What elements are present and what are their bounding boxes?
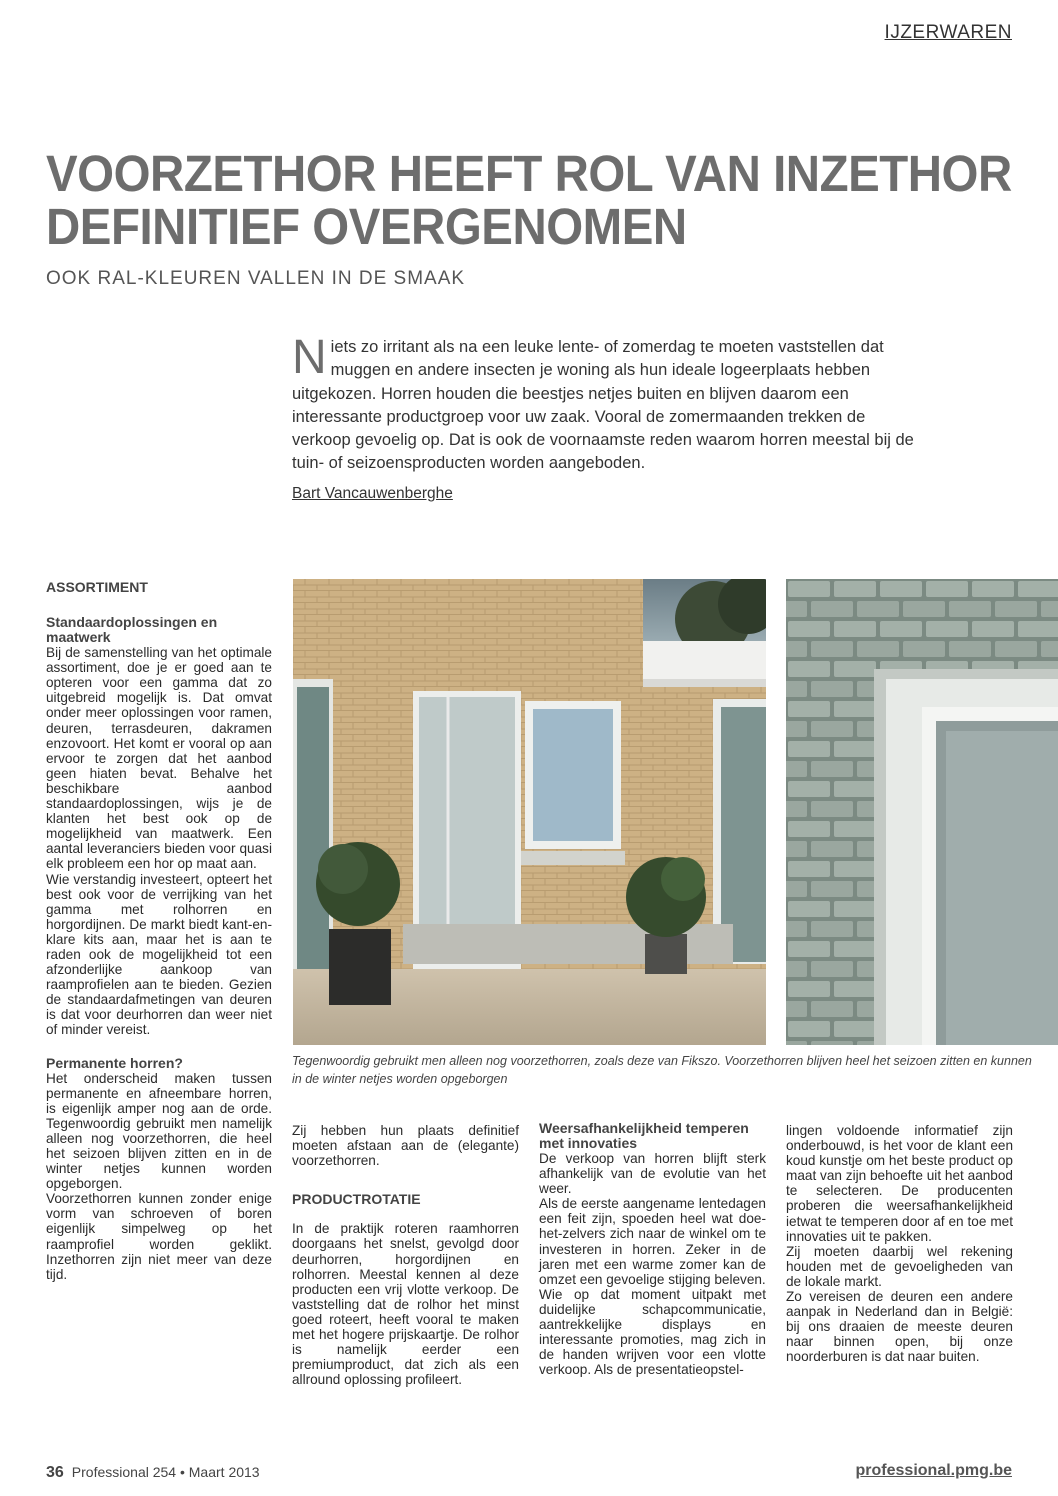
page-number: 36 (46, 1464, 64, 1481)
headline-line-2: DEFINITIEF OVERGENOMEN (46, 198, 687, 255)
paragraph: Zij hebben hun plaats definitief moeten afstaan aan de (elegante) voorzethorren. (292, 1123, 519, 1169)
paragraph: Voorzethorren kunnen zonder enige vorm van schroeven of boren eigenlijk simpelweg op het raamprofiel worden geklikt. Inzethorren zijn niet meer van deze tijd. (46, 1191, 272, 1282)
paragraph: De verkoop van horren blijft sterk afhankelijk van de evolutie van het weer. (539, 1151, 766, 1197)
paragraph: Bij de samenstelling van het optimale assortiment, doe je er goed aan te opteren voor een gamma dat zo uitgebreid mogelijk is. Dat omvat onder meer oplossingen voor ramen, deuren, terrasdeuren, dakramen enzovoort. Het komt er vooral op aan ervoor te zorgen dat het aanbod geen hiaten bevat. Behalve het beschikbare aanbod standaardoplossingen, wijs je de klanten het best ook op de mogelijkheid van maatwerk. Een aantal leveranciers bieden voor quasi elk probleem een hor op maat aan. (46, 645, 272, 872)
column-1 (46, 580, 272, 1282)
footer-folio (46, 1464, 260, 1482)
headline-line-1: VOORZETHOR HEEFT ROL VAN INZETHOR (46, 145, 1012, 202)
section-heading-productrotatie: PRODUCTROTATIE (292, 1191, 421, 1208)
subheading-weersafhankelijkheid: Weersafhankelijkheid temperen met innovaties (539, 1120, 749, 1151)
paragraph: Zo vereisen de deuren een andere aanpak in Nederland dan in België: bij ons draaien de meeste deuren naar binnen open, bij onze noorderburen is dat naar buiten. (786, 1289, 1013, 1365)
photo-caption: Tegenwoordig gebruikt men alleen nog voorzethorren, zoals deze van Fikszo. Voorzethorren blijven heel het seizoen zitten en kunnen in de winter netjes worden opgeborgen (292, 1054, 1032, 1086)
subheading-standaardoplossingen: Standaardoplossingen en maatwerk (46, 614, 218, 646)
paragraph: In de praktijk roteren raamhorren doorgaans het snelst, gevolgd door deurhorren, horgordijnen en rolhorren. Meestal kennen al deze producten een vrij vlotte verkoop. De vaststelling dat de rolhor het minst goed roteert, heeft vooral te maken met het hogere prijskaartje. De rolhor is namelijk eerder een premiumproduct, dat zich als een allround oplossing profileert. (292, 1221, 519, 1388)
intro-text: iets zo irritant als na een leuke lente- of zomerdag te moeten vaststellen dat muggen en andere insecten je woning als hun ideale logeerplaats hebben uitgekozen. Horren houden die beestjes netjes buiten en blijven daarom een interessante productgroep voor uw zaak. Vooral de zomermaanden trekken de verkoop gevoelig op. Dat is ook de voornaamste reden waarom horren meestal bij de tuin- of seizoensproducten worden aangeboden. (292, 338, 914, 473)
author-byline[interactable]: Bart Vancauwenberghe (292, 485, 453, 502)
column-4 (786, 1123, 1013, 1365)
paragraph: Wie verstandig investeert, opteert het best ook voor de verrijking van het gamma met rolhorren en horgordijnen. De markt biedt kant-en-klare kits aan, maar het is aan te raden ook de mogelijkheid tot een afzonderlijke aankoop van raamprofielen aan te bieden. Gezien de standaardafmetingen van deuren is dat voor deurhorren dan weer niet of minder vereist. (46, 871, 272, 1038)
paragraph: Zij moeten daarbij wel rekening houden met de gevoeligheden van de lokale markt. (786, 1243, 1013, 1289)
subheadline: OOK RAL-KLEUREN VALLEN IN DE SMAAK (46, 268, 466, 289)
paragraph: Het onderscheid maken tussen permanente en afneembare horren, is eigenlijk amper nog aan de orde. Tegenwoordig gebruikt men namelijk alleen nog voorzethorren, die heel het seizoen blijven zitten en in de winter netjes kunnen worden opgeborgen. (46, 1070, 272, 1192)
house-facade-photo (293, 579, 766, 1045)
column-2 (292, 1123, 519, 1387)
paragraph: Wie op dat moment uitpakt met duidelijke schapcommunicatie, aantrekkelijke displays en interessante promoties, mag zich in de handen wrijven voor een vlotte verkoop. Als de presentatieopstel- (539, 1286, 766, 1378)
section-heading-assortiment: ASSORTIMENT (46, 579, 148, 595)
section-tag: IJZERWAREN (884, 22, 1012, 43)
screen-detail-photo (786, 579, 1058, 1045)
subheading-permanente-horren: Permanente horren? (46, 1054, 183, 1071)
issue-info: Professional 254 • Maart 2013 (71, 1464, 260, 1480)
drop-cap: N (292, 331, 327, 384)
headline (46, 145, 1012, 255)
paragraph: Als de eerste aangename lentedagen een feit zijn, spoeden heel wat doe-het-zelvers zich naar de winkel om te investeren in horren. Zeker in de jaren met een warme zomer kan de omzet een gevoelige stijging beleven. (539, 1196, 766, 1287)
column-3 (539, 1121, 766, 1377)
paragraph: lingen voldoende informatief zijn onderbouwd, is het voor de klant een koud kunstje om het beste product op maat van zijn behoefte uit het aanbod te selecteren. De producenten proberen die weersafhankelijkheid ietwat te temperen door af en toe met innovaties uit te pakken. (786, 1123, 1013, 1244)
intro-paragraph (292, 331, 922, 476)
website-link[interactable]: professional.pmg.be (855, 1462, 1012, 1479)
